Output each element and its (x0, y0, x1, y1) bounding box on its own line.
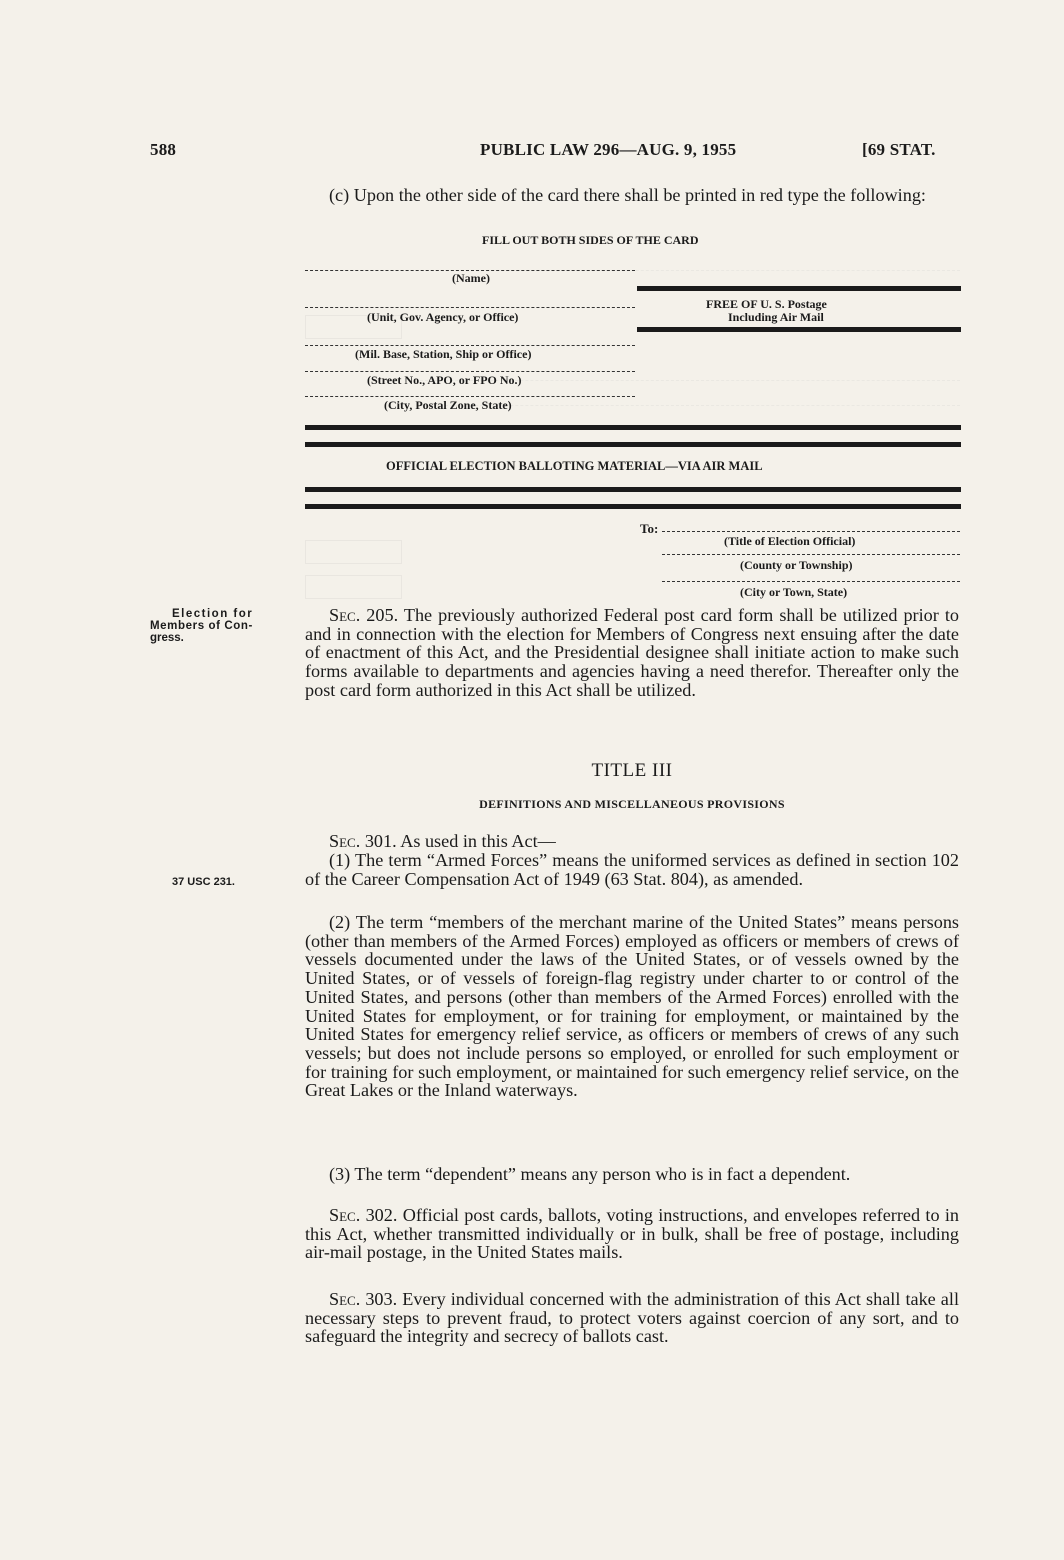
card-heading: FILL OUT BOTH SIDES OF THE CARD (482, 233, 699, 247)
separator-bar (305, 487, 961, 492)
stat-reference: [69 STAT. (862, 140, 936, 159)
city-label: (City, Postal Zone, State) (384, 398, 512, 412)
county-label: (County or Township) (740, 558, 853, 572)
postage-line2: Including Air Mail (728, 310, 824, 324)
running-title: PUBLIC LAW 296—AUG. 9, 1955 (480, 140, 737, 159)
postage-bar-bottom (637, 327, 961, 332)
margin-note-election-3: gress. (150, 632, 184, 644)
to-label: To: (640, 521, 659, 536)
definition-3: (3) The term “dependent” means any person who is in fact a dependent. (329, 1164, 851, 1184)
section-205-label: Sec. 205. (329, 605, 399, 625)
name-line (305, 270, 635, 271)
section-301-text: As used in this Act— (396, 831, 556, 851)
name-label: (Name) (452, 271, 490, 285)
title-official-line (662, 531, 960, 532)
definition-1: (1) The term “Armed Forces” means the uniformed services as defined in section 102 of the Career Compensation Act of 1949 (63 Stat. 804), as amended. (305, 850, 959, 889)
title-official-label: (Title of Election Official) (724, 534, 856, 548)
separator-bar (305, 425, 961, 430)
city-town-label: (City or Town, State) (740, 585, 848, 599)
definition-2: (2) The term “members of the merchant marine of the United States” means persons (other than members of the Armed Forces) employed as officers or members of crews of vessels documented under the laws of the United States, or of vessels owned by the United States, or of vessels of foreign-flag registry under charter to or control of the United States, and persons (other than members of the Armed Forces) enrolled with the United States for employment, or for training for employment, or maintained by the United States for emergency relief service, as officers or members of crews of any such vessels; but does not include persons so employed, or enrolled for such employment or for training for such employment, or maintained for such emergency relief service, on the Great Lakes or the Inland waterways. (305, 912, 959, 1101)
ghost-line (420, 405, 960, 406)
separator-bar (305, 504, 961, 509)
post-card-facsimile (0, 0, 1064, 610)
section-205 (305, 606, 959, 700)
section-302-label: Sec. 302. (329, 1205, 398, 1225)
title-iii-heading: TITLE III (591, 760, 673, 781)
section-301-label: Sec. 301. (329, 831, 397, 851)
postage-bar-top (637, 286, 961, 291)
street-line (305, 371, 635, 372)
definitions-heading: DEFINITIONS AND MISCELLANEOUS PROVISIONS (479, 797, 785, 811)
margin-note-usc: 37 USC 231. (172, 876, 235, 888)
page-number: 588 (150, 140, 177, 159)
street-label: (Street No., APO, or FPO No.) (367, 373, 522, 387)
intro-paragraph: (c) Upon the other side of the card there shall be printed in red type the following: (329, 185, 926, 205)
section-303 (305, 1290, 959, 1346)
ghost-line (420, 270, 960, 271)
ghost-box (305, 315, 402, 339)
city-line (305, 396, 635, 397)
postage-line1: FREE OF U. S. Postage (706, 297, 827, 311)
separator-bar (305, 442, 961, 447)
official-election-line: OFFICIAL ELECTION BALLOTING MATERIAL—VIA AIR MAIL (386, 459, 763, 473)
city-town-line (662, 581, 960, 582)
section-301 (305, 832, 959, 851)
margin-note-election-2: Members of Con- (150, 620, 253, 632)
ghost-box (305, 540, 402, 564)
margin-note-election-1: Election for (172, 608, 254, 620)
unit-label: (Unit, Gov. Agency, or Office) (367, 310, 519, 324)
county-line (662, 554, 960, 555)
unit-line (305, 307, 635, 308)
section-302 (305, 1206, 959, 1262)
base-label: (Mil. Base, Station, Ship or Office) (355, 347, 532, 361)
ghost-box (305, 575, 402, 599)
section-205-text: The previously authorized Federal post card form shall be utilized prior to and in connection with the election for Members of Congress next ensuing after the date of enactment of this Act, and the Presidential designee shall initiate action to make such forms available to departments and agencies having a need therefor. Thereafter only the post card form authorized in this Act shall be utilized. (305, 605, 959, 700)
section-303-label: Sec. 303. (329, 1289, 398, 1309)
ghost-line (420, 380, 960, 381)
section-302-text: Official post cards, ballots, voting instructions, and envelopes referred to in this Act, whether transmitted individually or in bulk, shall be free of postage, including air-mail postage, in the United States mails. (305, 1205, 959, 1263)
section-303-text: Every individual concerned with the administration of this Act shall take all necessary steps to prevent fraud, to protect voters against coercion of any sort, and to safeguard the integrity and secrecy of ballots cast. (305, 1289, 959, 1347)
base-line (305, 345, 635, 346)
